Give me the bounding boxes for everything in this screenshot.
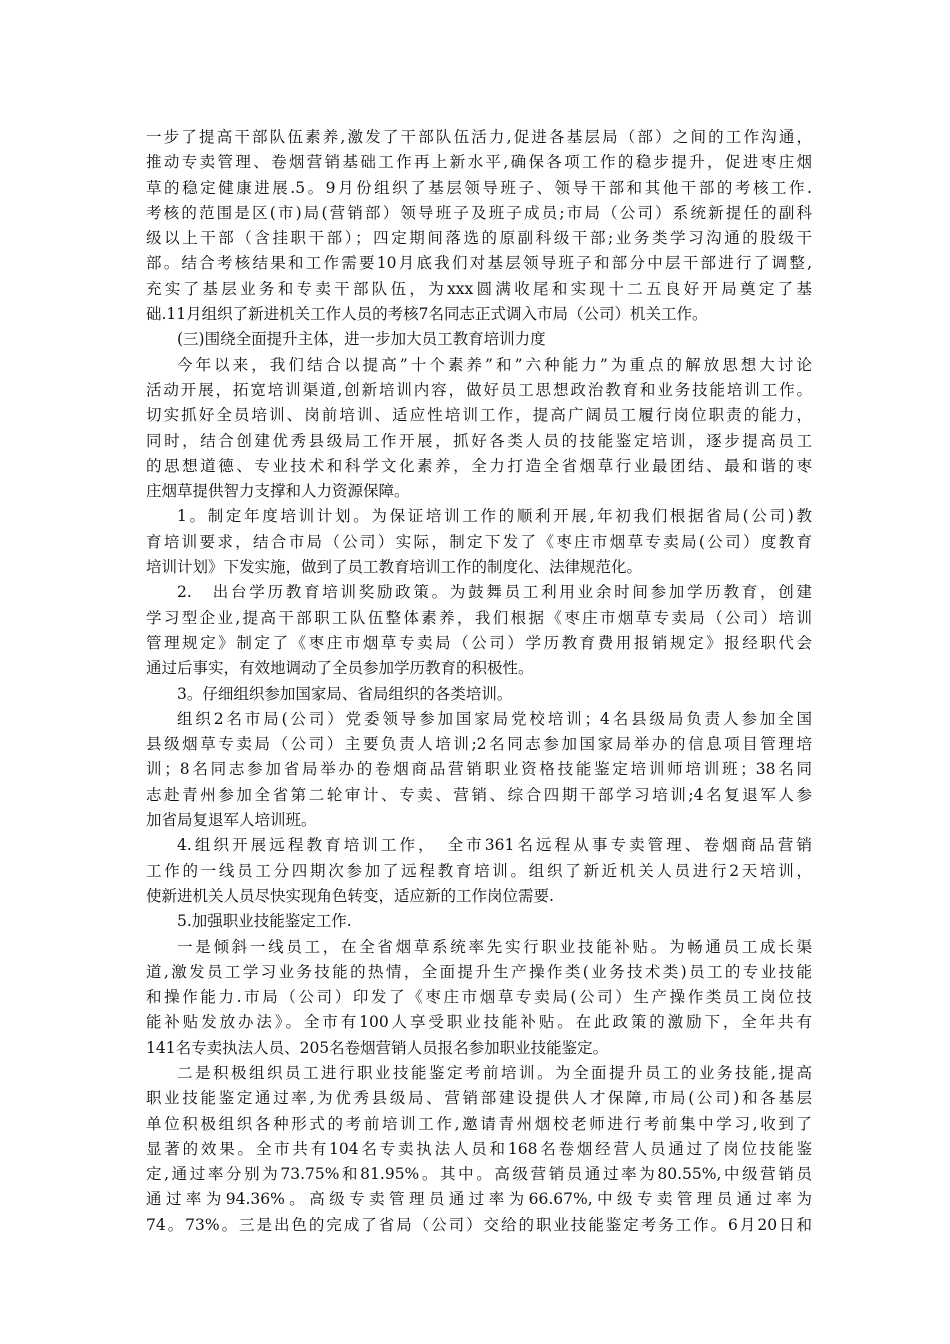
text-line: 能补贴发放办法》。全市有100人享受职业技能补贴。在此政策的激励下，全年共有 [146,1013,812,1032]
text-line: 级以上干部（含挂职干部）；四定期间落选的原副科级干部;业务类学习沟通的股级干 [146,229,812,248]
paragraph-item-5-first [146,935,812,1061]
text-line: 工作的一线员工分四期次参加了远程教育培训。组织了新近机关人员进行2天培训， [146,861,812,880]
text-line: 育培训要求，结合市局（公司）实际，制定下发了《枣庄市烟草专卖局(公司）度教育 [146,532,812,551]
paragraph-cadre-assessment [146,125,812,327]
text-line: 训；8名同志参加省局举办的卷烟商品营销职业资格技能鉴定培训师培训班；38名同 [146,760,812,779]
text-line: 庄烟草提供智力支撑和人力资源保障。 [146,482,410,501]
text-line: 管理规定》制定了《枣庄市烟草专卖局（公司）学历教育费用报销规定》报经职代会 [146,633,812,652]
text-line: 5.加强职业技能鉴定工作. [177,912,352,931]
text-line: 1。制定年度培训计划。为保证培训工作的顺利开展,年初我们根据省局(公司)教 [177,507,812,526]
text-line: 县级烟草专卖局（公司）主要负责人培训;2名同志参加国家局举办的信息项目管理培 [146,735,812,754]
paragraph-item-5 [146,909,812,934]
text-line: 4.组织开展远程教育培训工作， 全市361名远程从事专卖管理、卷烟商品营销 [177,836,812,855]
text-line: 显著的效果。全市共有104名专卖执法人员和168名卷烟经营人员通过了岗位技能鉴 [146,1139,812,1158]
text-line: 和操作能力.市局（公司）印发了《枣庄市烟草专卖局(公司）生产操作类员工岗位技 [146,988,812,1007]
text-line: 充实了基层业务和专卖干部队伍，为xxx圆满收尾和实现十二五良好开局奠定了基 [146,279,812,298]
paragraph-item-5-second [146,1061,812,1238]
text-line: 加省局复退军人培训班。 [146,811,317,830]
text-line: 141名专卖执法人员、205名卷烟营销人员报名参加职业技能鉴定。 [146,1038,609,1057]
text-line: 今年以来，我们结合以提高”十个素养”和”六种能力”为重点的解放思想大讨论 [177,355,812,374]
text-line: 培训计划》下发实施，做到了员工教育培训工作的制度化、法律规范化。 [146,558,643,577]
paragraph-item-3-detail [146,707,812,833]
text-line: 道,激发员工学习业务技能的热情，全面提升生产操作类(业务技术类)员工的专业技能 [146,962,812,981]
text-line: 切实抓好全员培训、岗前培训、适应性培训工作，提高广阔员工履行岗位职责的能力， [146,406,812,425]
text-line: 二是积极组织员工进行职业技能鉴定考前培训。为全面提升员工的业务技能,提高 [177,1063,812,1082]
text-line: 同时，结合创建优秀县级局工作开展，抓好各类人员的技能鉴定培训，逐步提高员工 [146,431,812,450]
text-line: 通过后事实，有效地调动了全员参加学历教育的积极性。 [146,659,534,678]
text-line: 组织2名市局(公司）党委领导参加国家局党校培训；4名县级局负责人参加全国 [177,709,812,728]
text-line: 单位积极组织各种形式的考前培训工作,邀请青州烟校老师进行考前集中学习,收到了 [146,1114,812,1133]
text-line: 活动开展，拓宽培训渠道,创新培训内容，做好员工思想政治教育和业务技能培训工作。 [146,380,812,399]
paragraph-item-4 [146,833,812,909]
section-heading-training [146,327,812,352]
text-line: 的思想道德、专业技术和科学文化素养，全力打造全省烟草行业最团结、最和谐的枣 [146,456,812,475]
text-line: 定,通过率分别为73.75%和81.95%。其中。高级营销员通过率为80.55%,中级营销员 [146,1165,812,1184]
text-line: 通过率为94.36%。高级专卖管理员通过率为66.67%,中级专卖管理员通过率为 [146,1190,812,1209]
text-line: 2. 出台学历教育培训奖励政策。为鼓舞员工利用业余时间参加学历教育，创建 [177,583,812,602]
text-line: 草的稳定健康进展.5。9月份组织了基层领导班子、领导干部和其他干部的考核工作. [146,178,812,197]
paragraph-item-2 [146,580,812,681]
paragraph-item-1 [146,504,812,580]
text-line: 职业技能鉴定通过率,为优秀县级局、营销部建设提供人才保障,市局(公司)和各基层 [146,1089,812,1108]
text-line: 学习型企业,提高干部职工队伍整体素养，我们根据《枣庄市烟草专卖局（公司）培训 [146,608,812,627]
paragraph-item-3 [146,682,812,707]
text-line: 础.11月组织了新进机关工作人员的考核7名同志正式调入市局（公司）机关工作。 [146,305,708,324]
paragraph-training-overview [146,353,812,505]
text-line: 推动专卖管理、卷烟营销基础工作再上新水平,确保各项工作的稳步提升，促进枣庄烟 [146,153,812,172]
text-line: 志赴青州参加全省第二轮审计、专卖、营销、综合四期干部学习培训;4名复退军人参 [146,785,812,804]
text-line: 74。73%。三是出色的完成了省局（公司）交给的职业技能鉴定考务工作。6月20日和 [146,1215,812,1234]
text-line: 使新进机关人员尽快实现角色转变，适应新的工作岗位需要. [146,886,554,905]
text-line: 部。结合考核结果和工作需要10月底我们对基层领导班子和部分中层干部进行了调整, [146,254,812,273]
text-line: 一步了提高干部队伍素养,激发了干部队伍活力,促进各基层局（部）之间的工作沟通， [146,128,812,146]
section-heading: (三)围绕全面提升主体，进一步加大员工教育培训力度 [177,330,546,349]
text-line: 一是倾斜一线员工，在全省烟草系统率先实行职业技能补贴。为畅通员工成长渠 [177,937,812,956]
document-page [146,125,812,1238]
text-line: 3。仔细组织参加国家局、省局组织的各类培训。 [177,684,513,703]
text-line: 考核的范围是区(市)局(营销部）领导班子及班子成员;市局（公司）系统新提任的副科 [146,203,812,222]
